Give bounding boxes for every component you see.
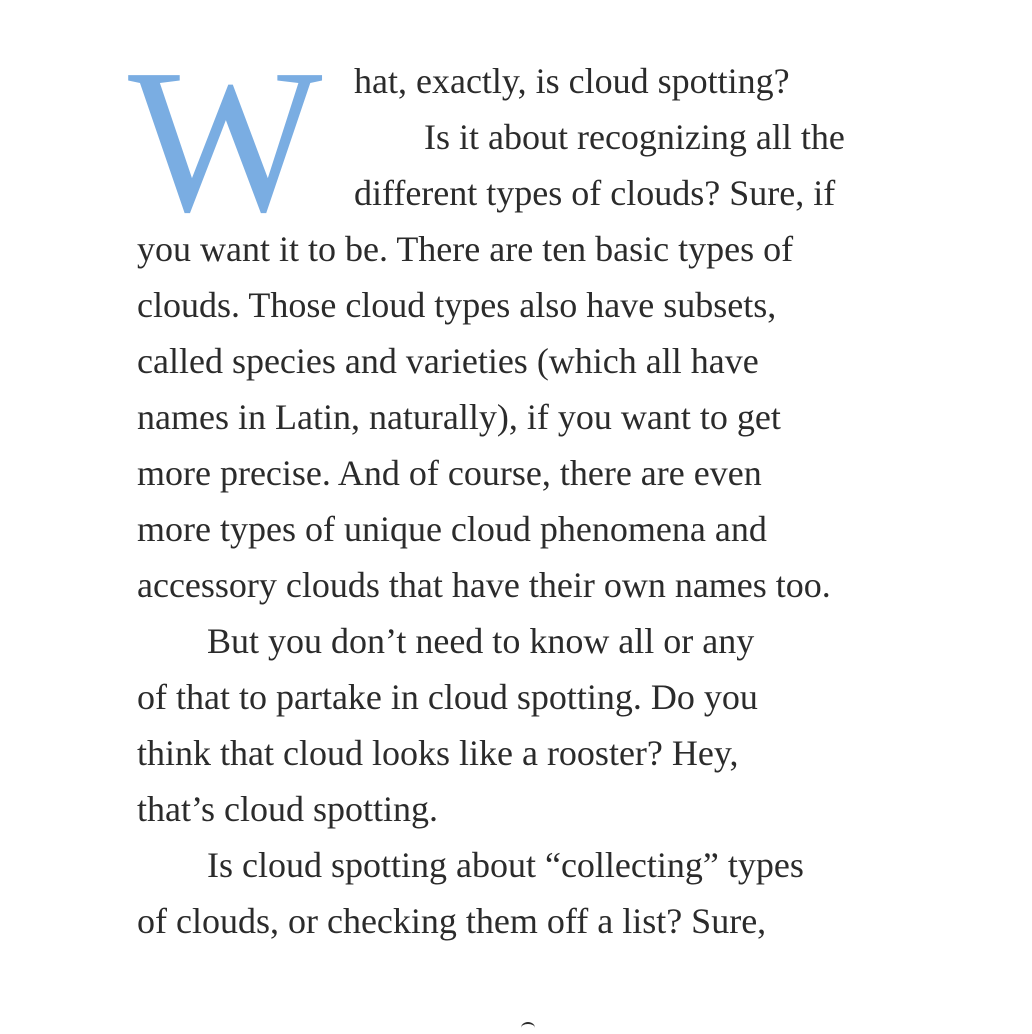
text-line: of clouds, or checking them off a list? Sure, (137, 901, 767, 941)
text-line: hat, exactly, is cloud spotting? (354, 61, 790, 101)
text-line: of that to partake in cloud spotting. Do you (137, 677, 758, 717)
text-line: more precise. And of course, there are even (137, 453, 762, 493)
text-line: clouds. Those cloud types also have subsets, (137, 285, 777, 325)
text-line: that’s cloud spotting. (137, 789, 438, 829)
text-line: Is it about recognizing all the (424, 117, 845, 157)
drop-cap-letter: W (128, 26, 319, 255)
text-line: accessory clouds that have their own names too. (137, 565, 831, 605)
text-line: you want it to be. There are ten basic types of (137, 229, 794, 269)
text-line: more types of unique cloud phenomena and (137, 509, 767, 549)
text-line: different types of clouds? Sure, if (354, 173, 836, 213)
text-line: names in Latin, naturally), if you want to get (137, 397, 781, 437)
text-line: Is cloud spotting about “collecting” types (207, 845, 804, 885)
text-line: called species and varieties (which all have (137, 341, 759, 381)
page-number-fragment (521, 1022, 535, 1034)
text-line: think that cloud looks like a rooster? Hey, (137, 733, 739, 773)
text-line: But you don’t need to know all or any (207, 621, 755, 661)
